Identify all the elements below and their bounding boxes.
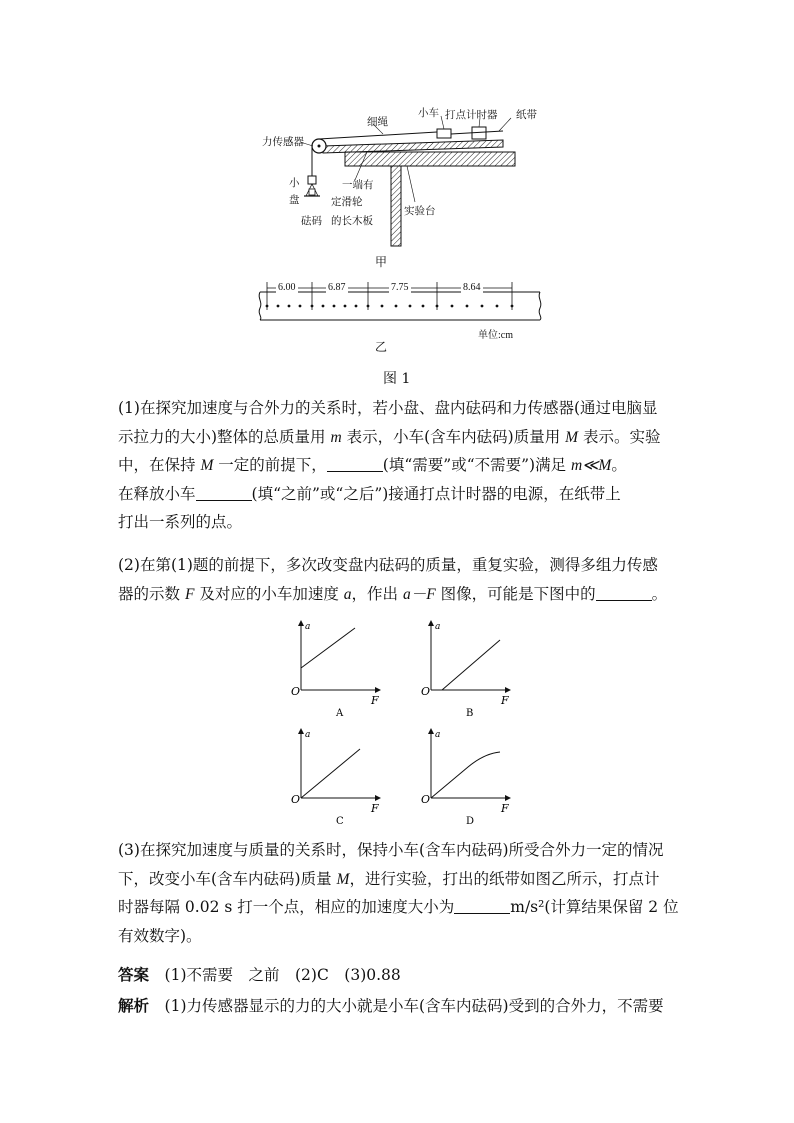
force-sensor <box>308 176 316 184</box>
tape-segment-3: 7.75 <box>391 282 409 293</box>
q1-line-1: (1)在探究加速度与合外力的关系时，若小盘、盘内砝码和力传感器(通过电脑显 <box>118 399 658 417</box>
long-board <box>323 140 503 153</box>
graph-D-option: D <box>466 816 475 827</box>
graph-D-curve <box>431 752 500 798</box>
answer-blank-3[interactable] <box>596 584 652 601</box>
graph-C-xlabel: F <box>371 802 379 815</box>
graph-B-ylabel: a <box>435 622 441 632</box>
answer-blank-2[interactable] <box>196 484 252 501</box>
label-cart: 小车 <box>418 107 439 119</box>
weight <box>309 189 315 195</box>
tape-segment-4: 8.64 <box>463 282 481 293</box>
graph-A-line <box>301 628 355 668</box>
graph-A[interactable] <box>291 621 380 719</box>
tape-segment-1: 6.00 <box>278 282 296 293</box>
answer-blank-4[interactable] <box>454 897 510 914</box>
graph-D[interactable] <box>421 729 510 827</box>
q1-line-5: 打出一系列的点。 <box>118 513 243 531</box>
label-timer: 打点计时器 <box>445 109 498 121</box>
analysis-label: 解析 <box>118 996 150 1015</box>
tape-segment-2: 6.87 <box>328 282 346 293</box>
graph-C-line <box>301 749 360 798</box>
question-2 <box>118 551 688 608</box>
table-leg <box>391 166 401 246</box>
label-weights: 砝码 <box>301 215 322 227</box>
q3-line-4: 有效数字)。 <box>118 926 202 945</box>
label-board-2: 定滑轮 <box>331 196 363 208</box>
answer-text: (1)不需要 之前 (2)C (3)0.88 <box>164 966 401 984</box>
q3-line-1: (3)在探究加速度与质量的关系时，保持小车(含车内砝码)所受合外力一定的情况 <box>118 841 664 859</box>
q2-line-1: (2)在第(1)题的前提下，多次改变盘内砝码的质量，重复实验，测得多组力传感 <box>118 556 658 574</box>
graph-B-line <box>442 640 500 690</box>
graph-B-origin: O <box>421 685 431 698</box>
table-top <box>345 152 515 166</box>
caption-jia: 甲 <box>375 255 388 269</box>
graph-D-ylabel: a <box>435 730 441 740</box>
rope <box>319 132 437 139</box>
graph-C-ylabel: a <box>305 730 311 740</box>
label-table: 实验台 <box>404 205 436 217</box>
answer-block <box>118 961 688 1020</box>
graph-D-origin: O <box>421 793 431 806</box>
label-force-sensor: 力传感器 <box>262 136 304 148</box>
q1-line-3: 中，在保持 M 一定的前提下， (填“需要”或“不需要”)满足 m≪M。 <box>118 456 627 474</box>
graph-C-origin: O <box>291 793 301 806</box>
q1-line-2: 示拉力的大小)整体的总质量用 m 表示，小车(含车内砝码)质量用 M 表示。实验 <box>118 427 661 446</box>
q3-line-3: 时器每隔 0.02 s 打一个点，相应的加速度大小为 m/s²(计算结果保留 2 位 <box>118 898 679 916</box>
graph-A-origin: O <box>291 685 301 698</box>
label-rope: 细绳 <box>367 116 388 128</box>
question-3 <box>118 836 688 950</box>
label-tape: 纸带 <box>516 109 537 121</box>
label-pan-2: 盘 <box>289 194 300 206</box>
graph-B-option: B <box>466 708 474 719</box>
analysis-text: (1)力传感器显示的力的大小就是小车(含车内砝码)受到的合外力，不需要 <box>164 996 664 1015</box>
graph-options <box>285 615 525 830</box>
caption-yi: 乙 <box>375 340 388 354</box>
graph-C-option: C <box>336 816 344 827</box>
graph-B[interactable] <box>421 621 510 719</box>
cart <box>437 129 451 138</box>
tape-dots <box>266 305 514 308</box>
graph-A-ylabel: a <box>305 622 311 632</box>
answer-label: 答案 <box>118 966 150 984</box>
label-board-3: 的长木板 <box>331 215 373 227</box>
label-board-1: 一端有 <box>342 179 374 191</box>
q2-line-2: 器的示数 F 及对应的小车加速度 a，作出 a－F 图像，可能是下图中的 。 <box>118 584 668 603</box>
q3-line-2: 下，改变小车(含车内砝码)质量 M，进行实验，打出的纸带如图乙所示，打点计 <box>118 869 660 888</box>
graph-B-xlabel: F <box>501 694 509 707</box>
tape-unit: 单位:cm <box>478 330 513 341</box>
answer-blank-1[interactable] <box>327 455 383 472</box>
graph-A-xlabel: F <box>371 694 379 707</box>
graph-C[interactable] <box>291 729 380 827</box>
graph-D-xlabel: F <box>501 802 509 815</box>
question-1 <box>118 394 688 537</box>
label-pan-1: 小 <box>289 177 300 189</box>
q1-line-4: 在释放小车 (填“之前”或“之后”)接通打点计时器的电源，在纸带上 <box>118 484 621 503</box>
graph-A-option: A <box>336 708 344 719</box>
figure-caption: 图 1 <box>383 371 411 387</box>
